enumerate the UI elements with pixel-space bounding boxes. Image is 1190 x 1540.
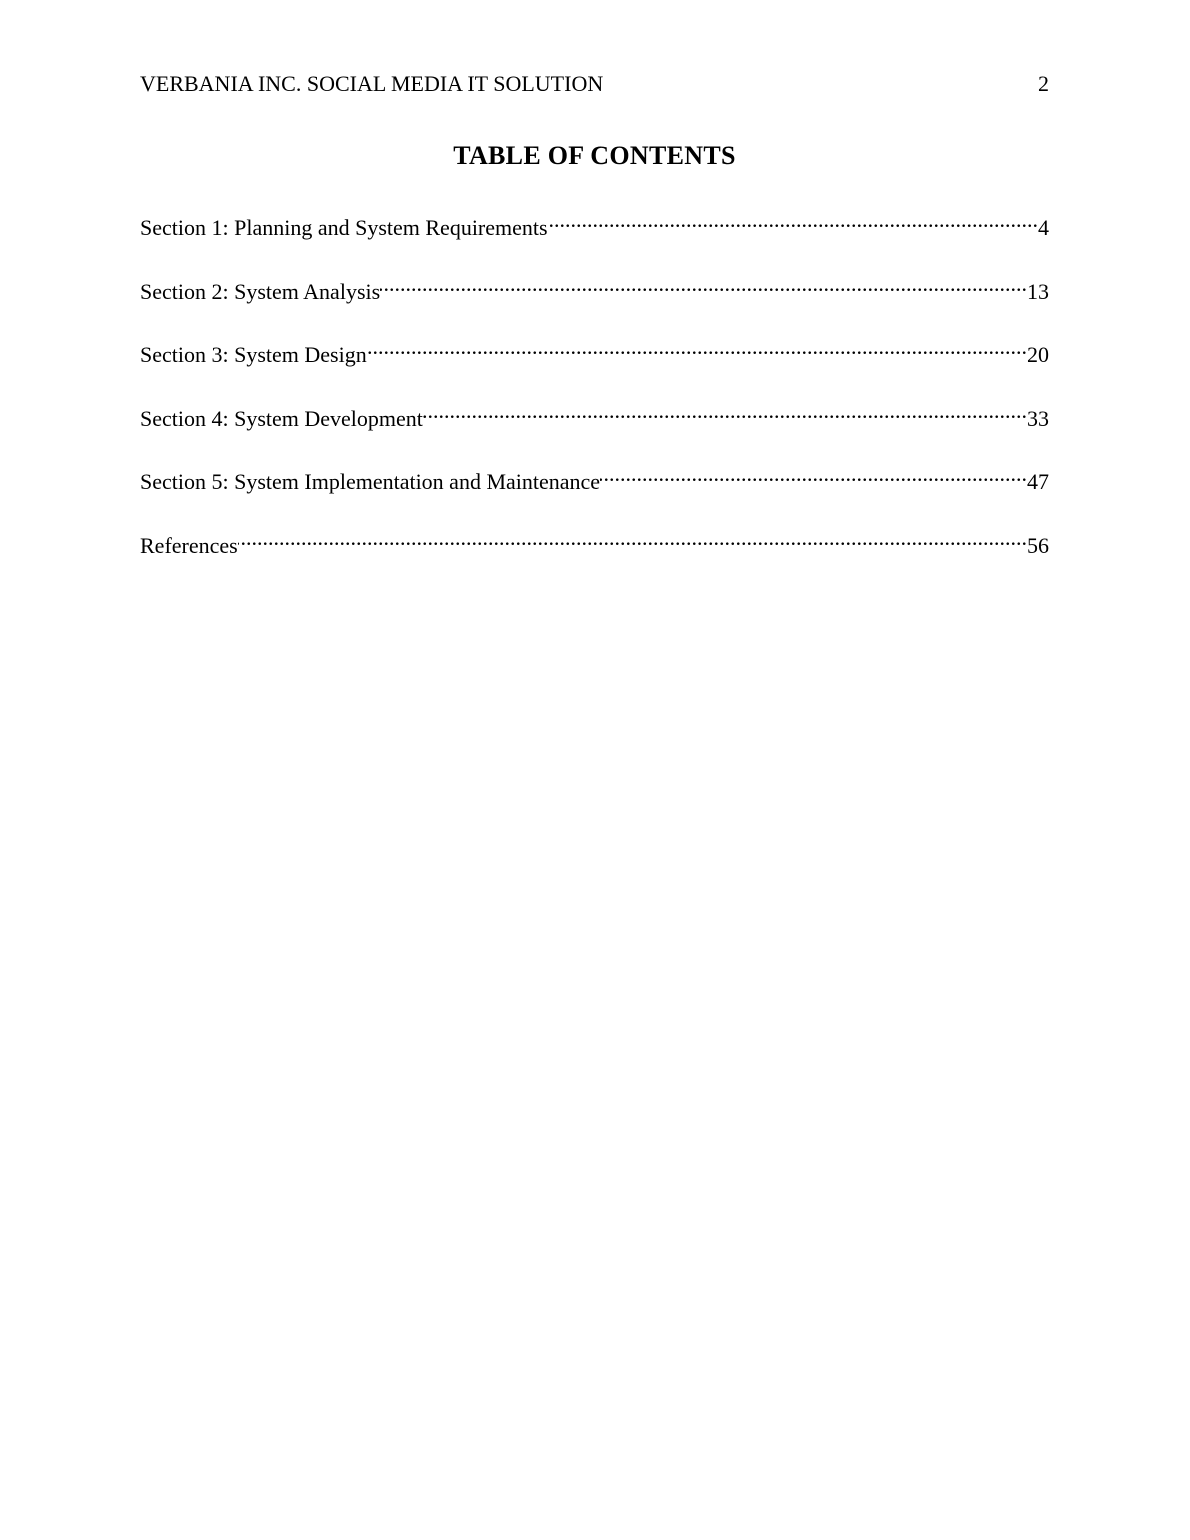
toc-entry-page: 56	[1027, 532, 1049, 558]
toc-dot-leader	[548, 205, 1038, 235]
running-head-title: VERBANIA INC. SOCIAL MEDIA IT SOLUTION	[140, 71, 604, 96]
toc-entry[interactable]	[140, 332, 1049, 396]
toc-list	[140, 205, 1049, 586]
running-head	[140, 70, 1049, 98]
toc-dot-leader	[423, 396, 1027, 426]
toc-entry[interactable]	[140, 269, 1049, 333]
toc-entry[interactable]	[140, 396, 1049, 460]
toc-entry-page: 33	[1027, 405, 1049, 431]
toc-dot-leader	[380, 269, 1027, 299]
toc-entry[interactable]	[140, 523, 1049, 587]
toc-entry-page: 13	[1027, 278, 1049, 304]
toc-entry-page: 4	[1038, 215, 1049, 240]
toc-entry[interactable]	[140, 459, 1049, 523]
toc-entry-label: Section 2: System Analysis	[140, 278, 381, 304]
toc-entry-page: 47	[1027, 469, 1049, 494]
toc-dot-leader	[238, 523, 1027, 553]
toc-entry-label: Section 4: System Development	[140, 405, 423, 431]
toc-entry-label: Section 3: System Design	[140, 342, 367, 367]
toc-entry-label: Section 5: System Implementation and Maintenance	[140, 469, 601, 494]
toc-entry-label: Section 1: Planning and System Requirements	[140, 215, 548, 240]
page-number: 2	[1038, 71, 1049, 96]
toc-entry-label: References	[140, 532, 238, 558]
toc-dot-leader	[367, 332, 1027, 362]
toc-entry[interactable]	[140, 205, 1049, 269]
toc-entry-page: 20	[1027, 342, 1049, 367]
toc-title: TABLE OF CONTENTS	[453, 141, 736, 170]
toc-dot-leader	[600, 459, 1027, 489]
